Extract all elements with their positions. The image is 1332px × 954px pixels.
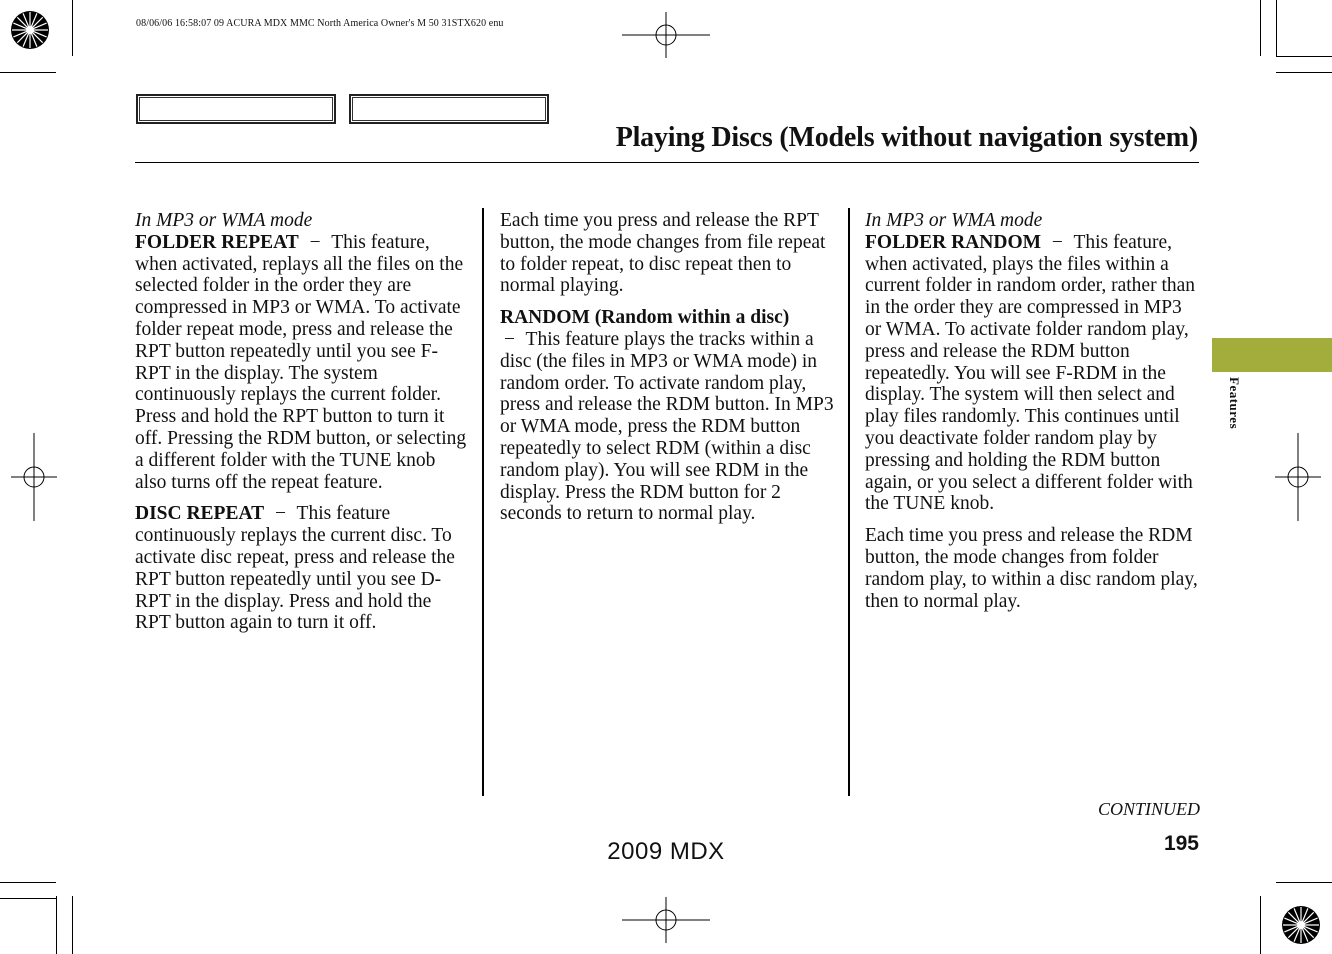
folder-random-text: This feature, when activated, plays the files within a current folder in random order, rather than in the order they are compressed in MP3 or WMA. To activate folder random play, press and release the RDM button repeatedly. You will see F-RDM in the display. The system will then select and play files randomly. This continues until you deactivate folder random play by pressing and holding the RDM button again, or you select a different folder with the TUNE knob. — [865, 231, 1196, 515]
folder-random-term: FOLDER RANDOM — [865, 231, 1042, 253]
crop-mark — [0, 882, 56, 883]
rpt-cycle-paragraph: Each time you press and release the RPT button, the mode changes from file repeat to folder repeat, to disc repeat then to normal playing. — [500, 210, 826, 297]
registration-sunburst-bottom-right — [1280, 904, 1322, 946]
dash: − — [1051, 231, 1063, 253]
crop-mark — [0, 72, 56, 73]
disc-repeat-text: This feature continuously replays the current disc. To activate disc repeat, press and release the RPT button repeatedly until you see D-RPT in the display. Press and hold the RPT button again to turn it off. — [135, 503, 455, 634]
model-label: 2009 MDX — [607, 838, 725, 865]
header-tab-box-2 — [349, 94, 549, 124]
crosshair-top-center — [622, 12, 710, 58]
crosshair-right-middle — [1275, 433, 1321, 521]
column-divider — [848, 208, 850, 796]
crop-mark — [72, 0, 73, 56]
crop-mark — [1260, 896, 1261, 954]
crop-mark — [1260, 0, 1261, 56]
dash: − — [309, 231, 321, 253]
disc-repeat-term: DISC REPEAT — [135, 503, 265, 525]
rdm-cycle-paragraph: Each time you press and release the RDM button, the mode changes from folder random play, to within a disc random play, then to normal play. — [865, 525, 1198, 612]
left-column — [135, 210, 469, 644]
crop-mark — [0, 898, 56, 899]
crop-mark — [1276, 72, 1332, 73]
right-column — [865, 210, 1201, 622]
crop-mark — [1276, 56, 1332, 57]
crop-mark — [1276, 882, 1332, 883]
folder-repeat-paragraph — [135, 210, 469, 493]
folder-random-paragraph — [865, 210, 1201, 515]
title-rule — [135, 162, 1199, 163]
crop-mark — [1276, 0, 1277, 56]
mode-heading: In MP3 or WMA mode — [135, 210, 313, 231]
registration-sunburst-top-left — [9, 9, 51, 51]
disc-repeat-paragraph — [135, 503, 469, 634]
page-number: 195 — [1163, 832, 1199, 855]
header-tab-box-1 — [136, 94, 336, 124]
random-term: RANDOM (Random within a disc) — [500, 307, 790, 329]
folder-repeat-text: This feature, when activated, replays all the files on the selected folder in the order they are compressed in MP3 or WMA. To activate folder repeat mode, press and release the RPT button repeatedly until you see F-RPT in the display. The system continuously replays the current folder. Press and hold the RPT button to turn it off. Pressing the RDM button, or selecting a different folder with the TUNE knob also turns off the repeat feature. — [135, 231, 467, 493]
print-info-line: 08/06/06 16:58:07 09 ACURA MDX MMC North America Owner's M 50 31STX620 enu — [136, 18, 504, 29]
mode-heading: In MP3 or WMA mode — [865, 210, 1043, 231]
random-text: This feature plays the tracks within a disc (the files in MP3 or WMA mode) in random order. To activate random play, press and release the RDM button. In MP3 or WMA mode, press the RDM button repeatedly to select RDM (within a disc random play). You will see RDM in the display. Press the RDM button for 2 seconds to return to normal play. — [500, 328, 834, 525]
dash: − — [504, 328, 515, 350]
dash: − — [275, 503, 286, 525]
random-paragraph — [500, 307, 834, 525]
crosshair-left-middle — [11, 433, 57, 521]
crosshair-bottom-center — [622, 897, 710, 943]
continued-label: CONTINUED — [1097, 799, 1200, 819]
column-divider — [482, 208, 484, 796]
crop-mark — [56, 896, 57, 954]
section-tab-label: Features — [1227, 377, 1242, 430]
section-tab — [1212, 338, 1332, 372]
folder-repeat-term: FOLDER REPEAT — [135, 231, 299, 253]
middle-column — [500, 210, 834, 535]
page-title: Playing Discs (Models without navigation system) — [615, 122, 1198, 153]
crop-mark — [72, 896, 73, 954]
